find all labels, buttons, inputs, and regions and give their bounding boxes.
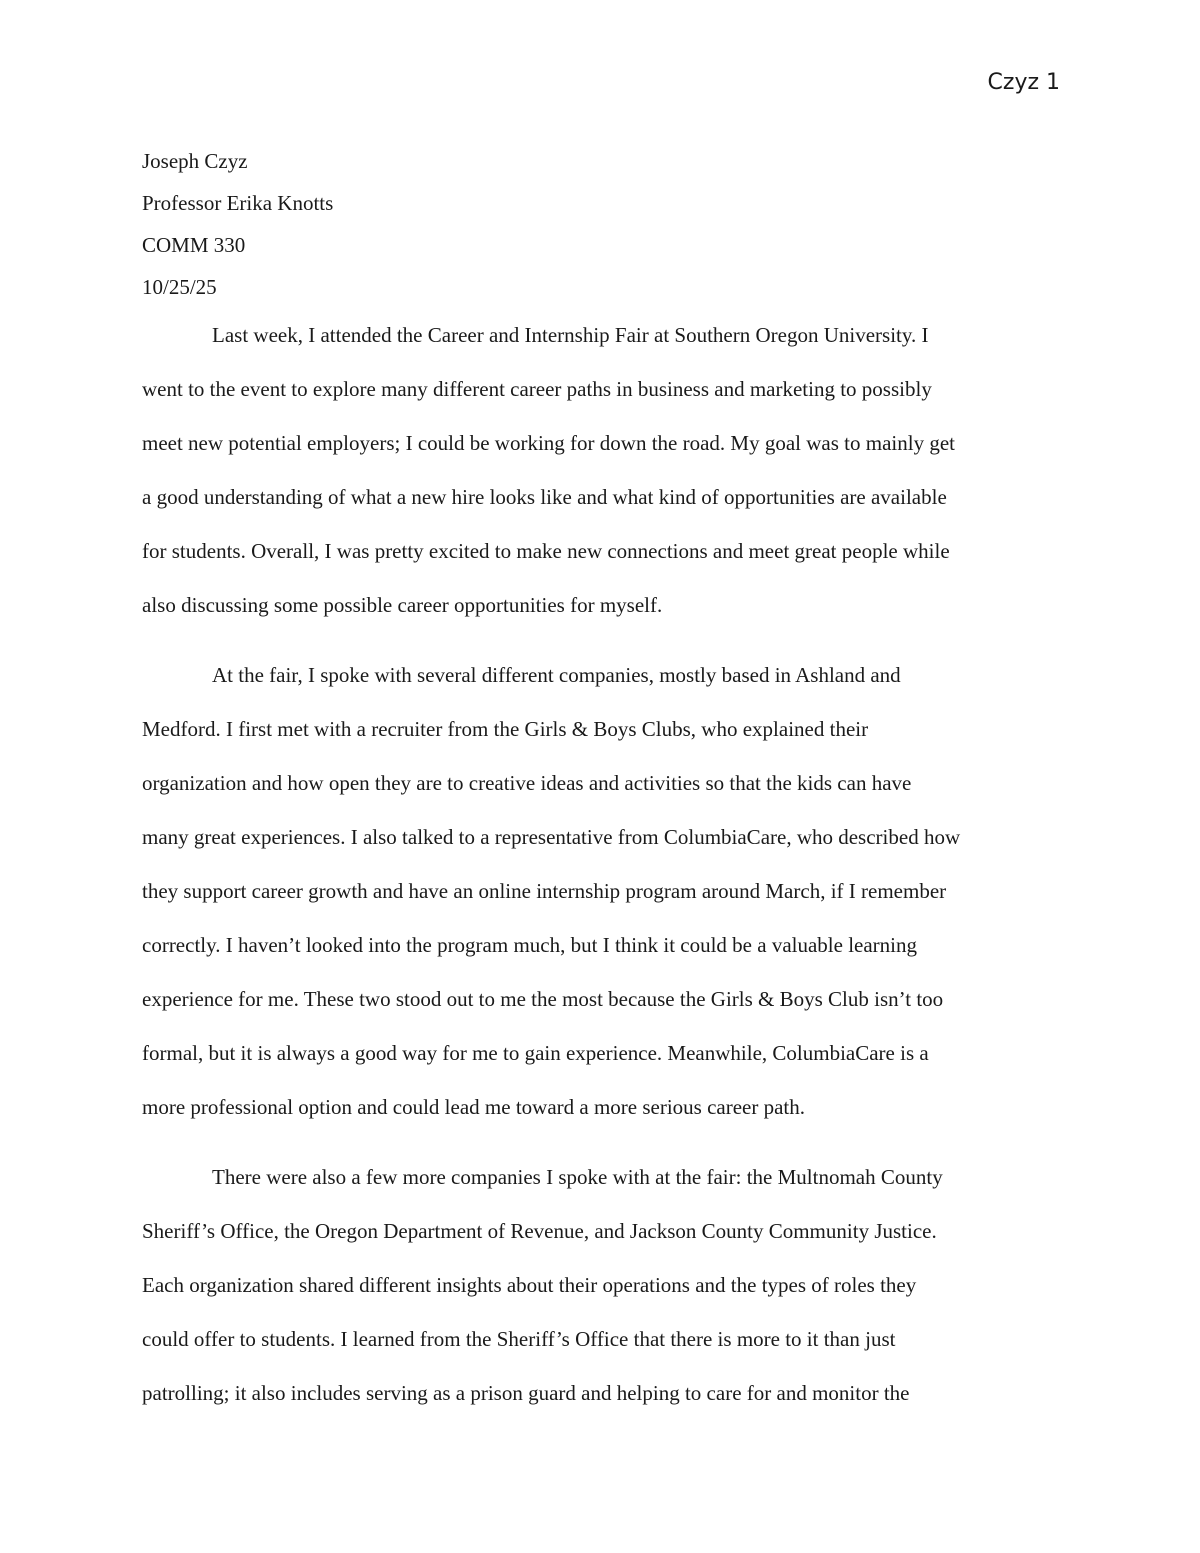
paragraph-line: could offer to students. I learned from the Sheriff’s Office that there is more to it than just [142,1327,896,1351]
paragraph-line: There were also a few more companies I spoke with at the fair: the Multnomah County [212,1165,943,1189]
paragraph-spacer [142,632,1062,648]
paragraph-line: they support career growth and have an online internship program around March, if I remember [142,879,947,903]
paragraph-1 [142,308,1062,632]
running-head: Czyz 1 [987,70,1060,95]
paragraph-line: meet new potential employers; I could be working for down the road. My goal was to mainly get [142,431,955,455]
paragraph-2 [142,648,1062,1134]
paragraph-line: a good understanding of what a new hire looks like and what kind of opportunities are available [142,485,947,509]
student-name: Joseph Czyz [142,149,248,173]
paragraph-line: more professional option and could lead me toward a more serious career path. [142,1095,806,1119]
paragraph-line: experience for me. These two stood out to me the most because the Girls & Boys Club isn’t too [142,987,944,1011]
paragraph-line: for students. Overall, I was pretty excited to make new connections and meet great people while [142,539,950,563]
paragraph-line: Sheriff’s Office, the Oregon Department of Revenue, and Jackson County Community Justice. [142,1219,937,1243]
document-date: 10/25/25 [142,275,217,299]
paragraph-line: correctly. I haven’t looked into the program much, but I think it could be a valuable learning [142,933,918,957]
paragraph-line: Medford. I first met with a recruiter from the Girls & Boys Clubs, who explained their [142,717,869,741]
paragraph-spacer [142,1134,1062,1150]
professor-name: Professor Erika Knotts [142,191,334,215]
document-body [142,140,1062,1420]
paragraph-line: also discussing some possible career opportunities for myself. [142,593,663,617]
paragraph-3 [142,1150,1062,1420]
paragraph-line: went to the event to explore many different career paths in business and marketing to possibly [142,377,932,401]
paragraph-line: patrolling; it also includes serving as a prison guard and helping to care for and monitor the [142,1381,910,1405]
paragraph-line: organization and how open they are to creative ideas and activities so that the kids can have [142,771,912,795]
paragraph-line: Each organization shared different insights about their operations and the types of roles they [142,1273,917,1297]
paragraph-line: formal, but it is always a good way for me to gain experience. Meanwhile, ColumbiaCare is a [142,1041,929,1065]
paragraph-line: many great experiences. I also talked to a representative from ColumbiaCare, who described how [142,825,961,849]
paragraph-line: At the fair, I spoke with several different companies, mostly based in Ashland and [212,663,901,687]
paragraph-line: Last week, I attended the Career and Internship Fair at Southern Oregon University. I [212,323,929,347]
course-name: COMM 330 [142,233,246,257]
